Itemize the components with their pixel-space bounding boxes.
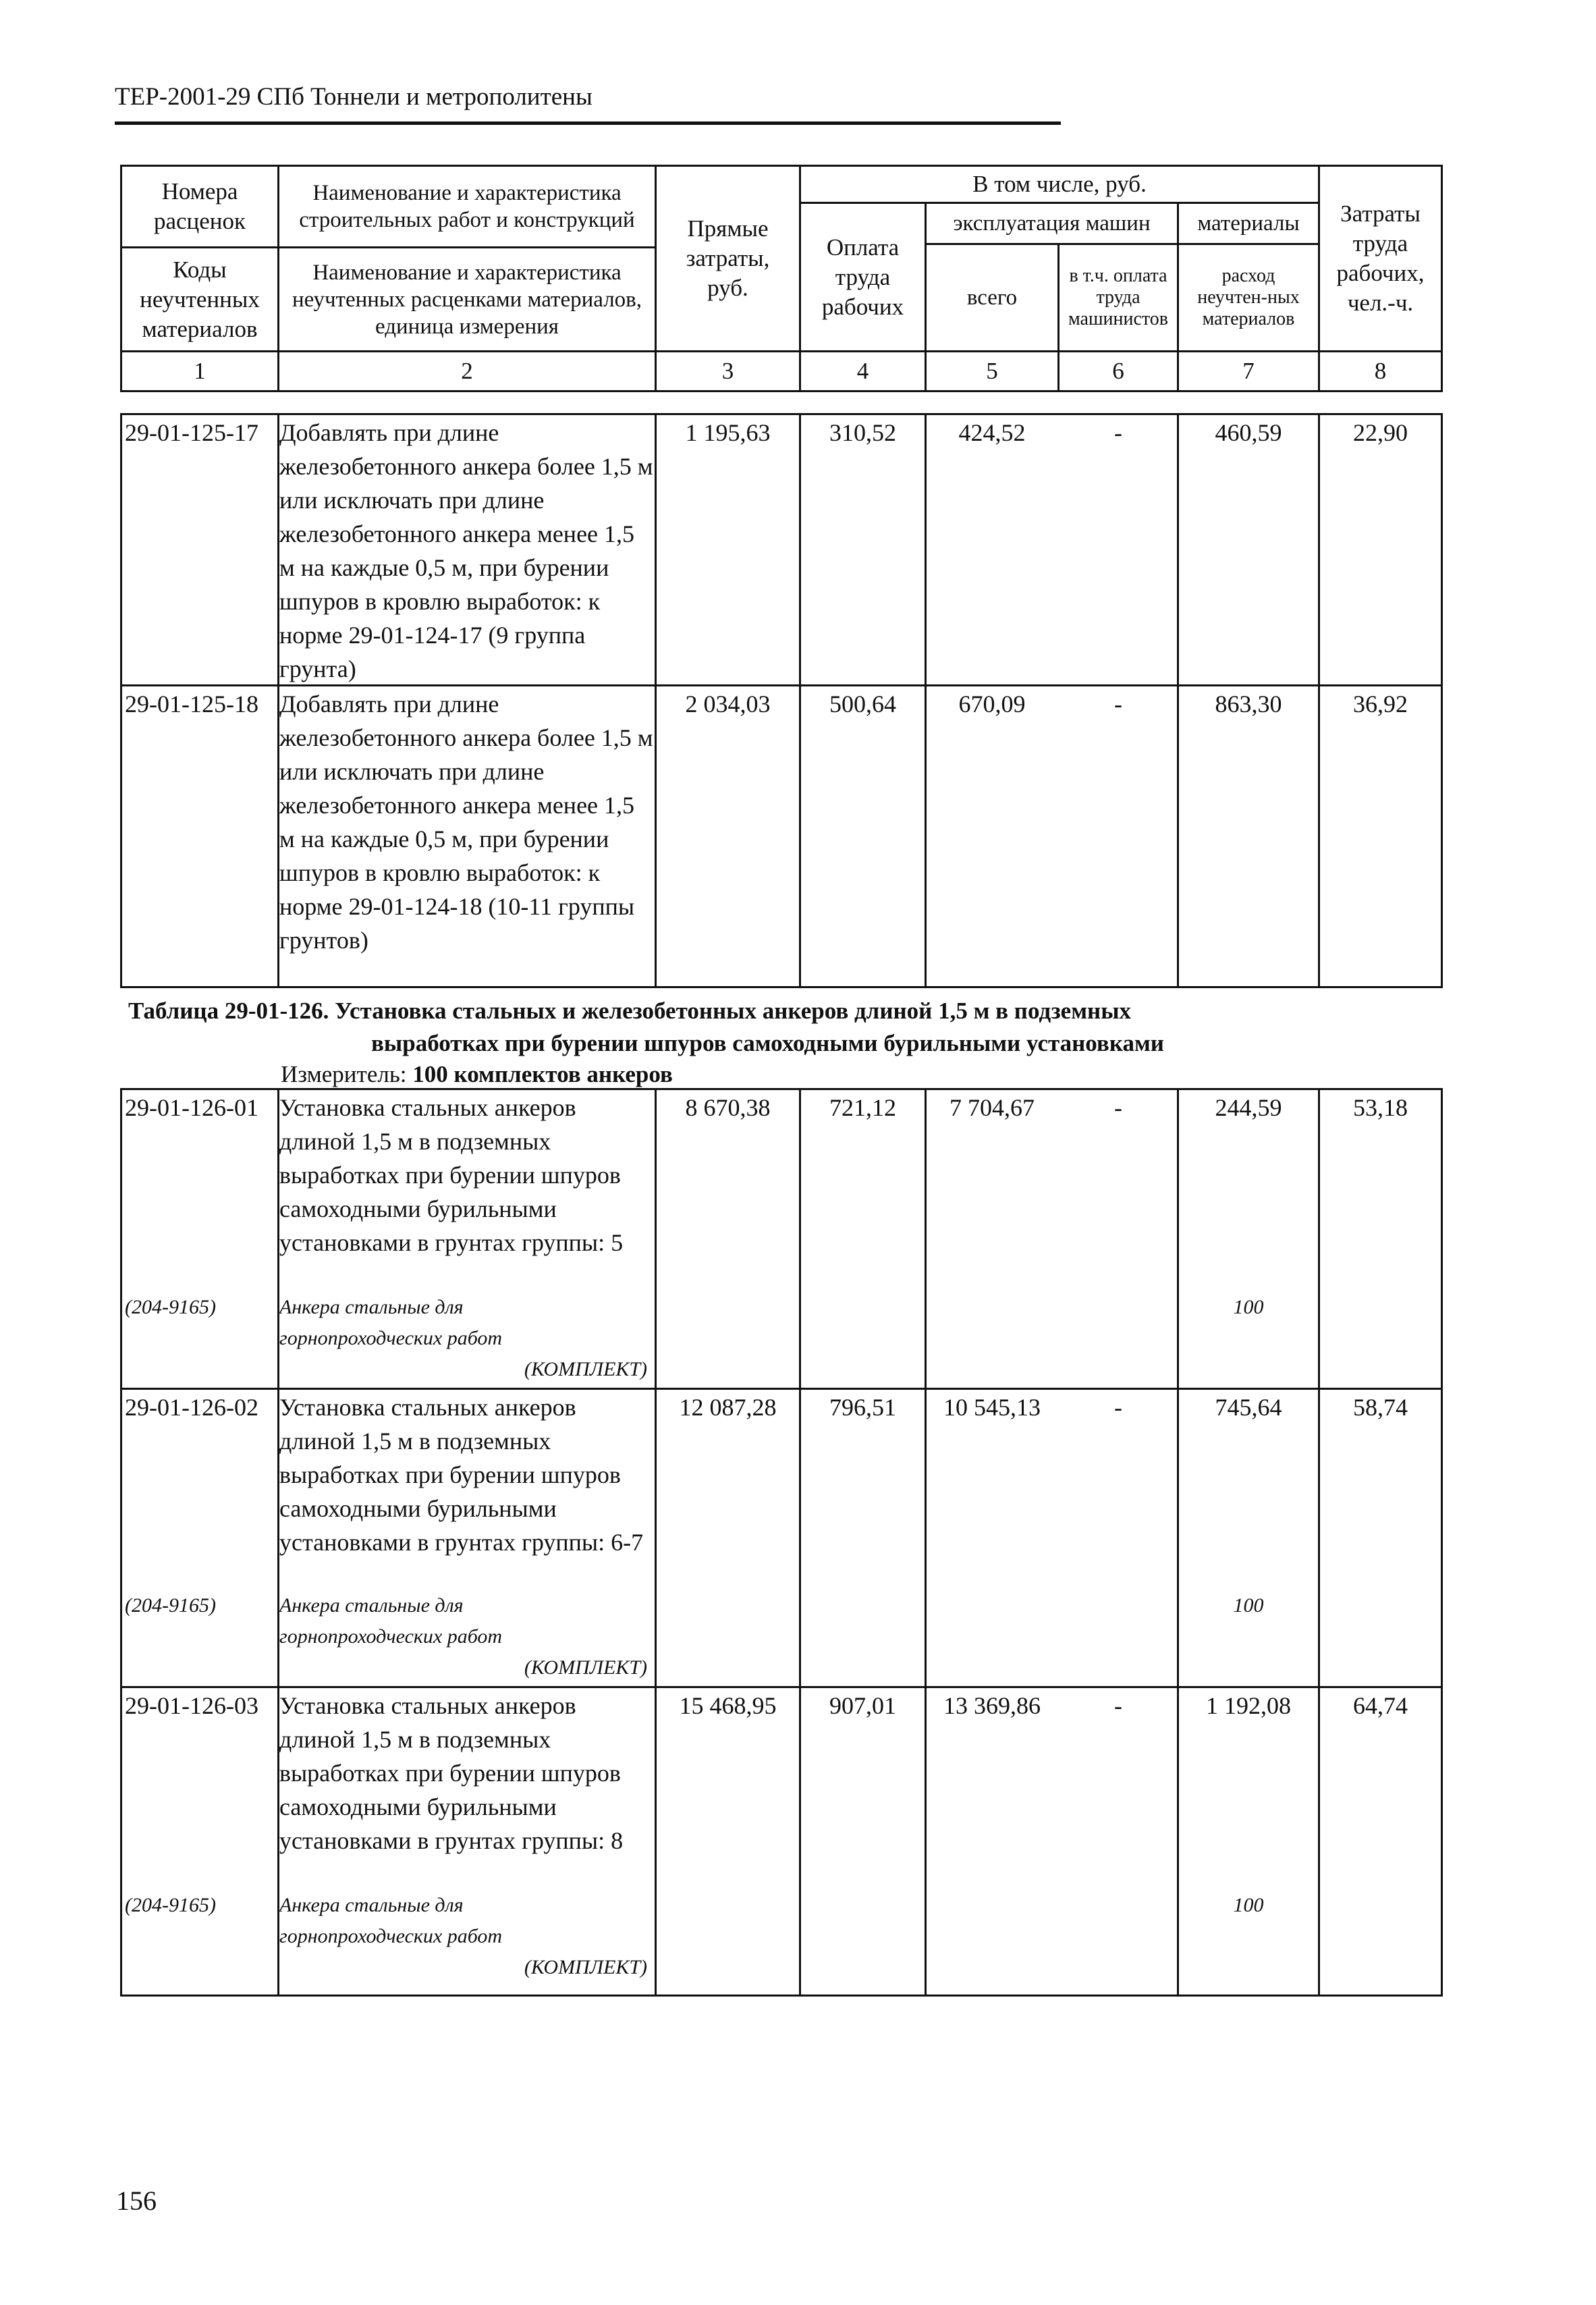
row-code: 29-01-125-18 [125,690,258,717]
header-col3: Прямые затраты, руб. [655,165,801,352]
col-divider [799,1088,801,1997]
row-direct: 12 087,28 [679,1394,777,1421]
material-qty: 100 [1233,1594,1264,1617]
row-divider [120,1388,1443,1390]
material-name-line2: горнопроходческих работ [279,1925,503,1947]
header-col4: Оплата труда рабочих [799,202,927,352]
running-header: ТЕР-2001-29 СПб Тоннели и метрополитены [115,83,593,111]
header-col6: в т.ч. оплата труда машинистов [1057,243,1179,352]
col-divider [655,1088,657,1997]
row-machinists: - [1114,1394,1122,1421]
row-machines: 10 545,13 [943,1394,1041,1421]
row-name: Установка стальных анкеров длиной 1,5 м в подземных выработках при бурении шпуров самоходными бурильными установками в грунтах группы: 5 [279,1094,624,1256]
page-number: 156 [116,2186,157,2216]
row-direct: 8 670,38 [685,1094,771,1121]
row-hours: 22,90 [1353,419,1408,446]
row-machines: 424,52 [958,419,1026,446]
row-code: 29-01-126-01 [125,1094,258,1121]
row-hours: 36,92 [1353,690,1408,717]
material-name-line1: Анкера стальные для [279,1594,464,1617]
col-divider [1177,1088,1179,1997]
measure-label: Измеритель: [281,1061,407,1087]
table-126-title [128,995,1343,1060]
row-direct: 15 468,95 [679,1692,777,1719]
header-number-7: 7 [1177,350,1320,392]
measure-unit [281,1060,673,1089]
material-name-line2: горнопроходческих работ [279,1625,503,1648]
row-machines: 7 704,67 [950,1094,1035,1121]
material-name-line2: горнопроходческих работ [279,1327,503,1349]
row-materials: 1 192,08 [1206,1692,1291,1719]
row-hours: 58,74 [1353,1394,1408,1421]
row-code: 29-01-126-03 [125,1692,258,1719]
row-materials: 863,30 [1215,690,1282,717]
row-name: Установка стальных анкеров длиной 1,5 м в подземных выработках при бурении шпуров самоходными бурильными установками в грунтах группы: 8 [279,1692,624,1854]
row-machines: 13 369,86 [943,1692,1041,1719]
material-code: (204-9165) [125,1894,216,1916]
header-number-6: 6 [1057,350,1179,392]
header-rule [115,121,1061,125]
row-hours: 53,18 [1353,1094,1408,1121]
table-126-title-line2: выработках при бурении шпуров самоходными бурильными установками [371,1030,1164,1056]
header-number-8: 8 [1318,350,1443,392]
col-divider [925,1088,927,1997]
row-labor: 310,52 [829,419,896,446]
row-code: 29-01-125-17 [125,419,258,446]
header-col2-bottom: Наименование и характеристика неучтенных расценками материалов, единица измерения [277,246,657,352]
header-col1-top: Номера расценок [120,165,279,248]
col-divider [1318,1088,1320,1997]
row-materials: 460,59 [1215,419,1282,446]
row-machinists: - [1114,419,1122,446]
row-labor: 500,64 [829,690,896,717]
header-col2-top: Наименование и характеристика строительных работ и конструкций [277,165,657,248]
header-group-including: В том числе, руб. [799,165,1320,204]
material-qty: 100 [1233,1894,1264,1916]
row-labor: 796,51 [829,1394,896,1421]
row-labor: 721,12 [829,1094,896,1121]
header-group-machines: эксплуатация машин [925,202,1179,245]
row-direct: 1 195,63 [685,419,771,446]
row-name: Добавлять при длине железобетонного анкера более 1,5 м или исключать при длине железобетонного анкера менее 1,5 м на каждые 0,5 м, при бурении шпуров в кровлю выработок: к норме 29-01-124-17 (9 группа грунта) [279,419,653,682]
material-name-line1: Анкера стальные для [279,1296,464,1318]
header-col5: всего [925,243,1060,352]
row-machinists: - [1114,690,1122,717]
material-unit: (КОМПЛЕКТ) [524,1358,647,1380]
row-divider [120,1686,1443,1688]
header-number-4: 4 [799,350,927,392]
measure-value: 100 комплектов анкеров [412,1061,673,1087]
header-number-3: 3 [655,350,801,392]
material-qty: 100 [1233,1296,1264,1318]
material-code: (204-9165) [125,1296,216,1318]
row-materials: 745,64 [1215,1394,1282,1421]
header-number-5: 5 [925,350,1060,392]
row-name: Установка стальных анкеров длиной 1,5 м в подземных выработках при бурении шпуров самоходными бурильными установками в грунтах группы: 6-7 [279,1394,644,1556]
header-col7: расход неучтен-ных материалов [1177,243,1320,352]
table-126-title-line1: Таблица 29-01-126. Установка стальных и железобетонных анкеров длиной 1,5 м в подземных [128,998,1132,1024]
row-machinists: - [1114,1692,1122,1719]
row-machines: 670,09 [958,690,1026,717]
material-name-line1: Анкера стальные для [279,1894,464,1916]
row-machinists: - [1114,1094,1122,1121]
row-direct: 2 034,03 [685,690,771,717]
header-number-1: 1 [120,350,279,392]
header-col1-bottom: Коды неучтенных материалов [120,246,279,352]
row-materials: 244,59 [1215,1094,1282,1121]
row-name: Добавлять при длине железобетонного анкера более 1,5 м или исключать при длине железобетонного анкера менее 1,5 м на каждые 0,5 м, при бурении шпуров в кровлю выработок: к норме 29-01-124-18 (10-11 группы грунтов) [279,690,653,954]
row-labor: 907,01 [829,1692,896,1719]
header-number-2: 2 [277,350,657,392]
row-hours: 64,74 [1353,1692,1408,1719]
material-code: (204-9165) [125,1594,216,1617]
header-col8: Затраты труда рабочих, чел.-ч. [1318,165,1443,352]
material-unit: (КОМПЛЕКТ) [524,1656,647,1679]
material-unit: (КОМПЛЕКТ) [524,1956,647,1978]
row-code: 29-01-126-02 [125,1394,258,1421]
header-group-materials: материалы [1177,202,1320,245]
